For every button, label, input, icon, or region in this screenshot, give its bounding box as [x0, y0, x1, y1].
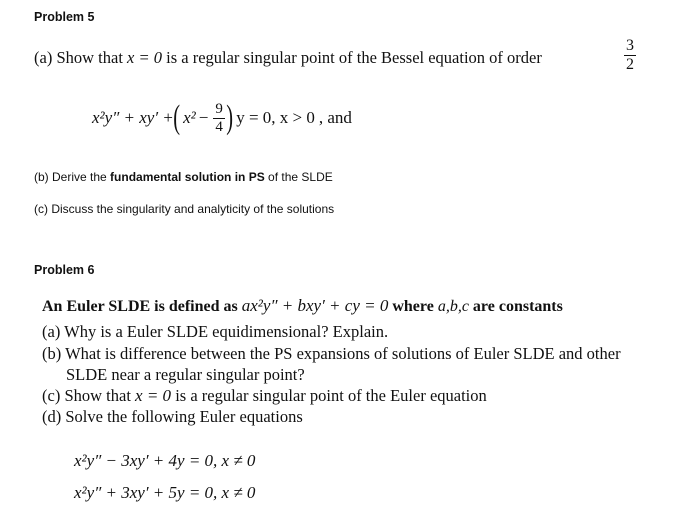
bessel-eq-and: , and [318, 108, 352, 127]
problem-6c-condition: x = 0 [135, 386, 172, 405]
problem-5b-prefix: (b) Derive the [34, 170, 111, 184]
problem-6d-text: (d) Solve the following Euler equations [42, 407, 303, 426]
problem-6-intro-bold: An Euler SLDE is defined as [42, 298, 238, 315]
bessel-frac-den: 4 [215, 118, 223, 135]
problem-5b-suffix: of the SLDE [264, 170, 333, 184]
problem-5-heading: Problem 5 [34, 10, 95, 24]
bessel-equation [92, 101, 352, 135]
bessel-eq-left: x²y″ + xy′ + [92, 108, 174, 127]
problem-6c-prefix: (c) Show that [42, 386, 131, 405]
problem-6b-line2: SLDE near a regular singular point? [66, 365, 305, 384]
euler-equation-2: x²y″ + 3xy′ + 5y = 0, x ≠ 0 [74, 483, 256, 502]
problem-6-intro-const: are constants [472, 298, 563, 315]
problem-5a-condition: x = 0 [127, 48, 162, 67]
problem-5a-statement: is a regular singular point of the Bessel equation of order [166, 48, 542, 67]
problem-6-intro-vars: a,b,c [437, 298, 469, 315]
problem-6b-line1: (b) What is difference between the PS expansions of solutions of Euler SLDE and other [42, 344, 621, 363]
problem-5a-text [34, 48, 542, 68]
problem-5a-label: (a) Show that [34, 48, 123, 67]
problem-5c-text: (c) Discuss the singularity and analyticity of the solutions [34, 202, 335, 216]
euler-equation-1: x²y″ − 3xy′ + 4y = 0, x ≠ 0 [74, 451, 256, 470]
problem-6a-text: (a) Why is a Euler SLDE equidimensional? Explain. [42, 322, 389, 341]
left-paren: ( [173, 99, 180, 136]
order-denominator: 2 [626, 56, 634, 73]
bessel-frac-num: 9 [215, 100, 223, 117]
bessel-eq-right: y = 0, x > 0 [236, 108, 315, 127]
problem-6c-text [42, 386, 487, 406]
problem-6-intro [42, 296, 563, 316]
problem-6-heading: Problem 6 [34, 263, 95, 277]
problem-6c-suffix: is a regular singular point of the Euler equation [175, 386, 487, 405]
problem-5b-bold: fundamental solution in PS [110, 170, 265, 184]
order-numerator: 3 [626, 37, 634, 54]
bessel-eq-minus: − [198, 108, 209, 127]
problem-6-intro-where: where [392, 298, 434, 315]
euler-general-eq: ax²y″ + bxy′ + cy = 0 [241, 296, 389, 315]
right-paren: ) [226, 99, 233, 136]
bessel-eq-inner-x: x² [183, 108, 196, 127]
problem-5b-text [34, 170, 333, 184]
problem-5a-order [622, 38, 638, 73]
